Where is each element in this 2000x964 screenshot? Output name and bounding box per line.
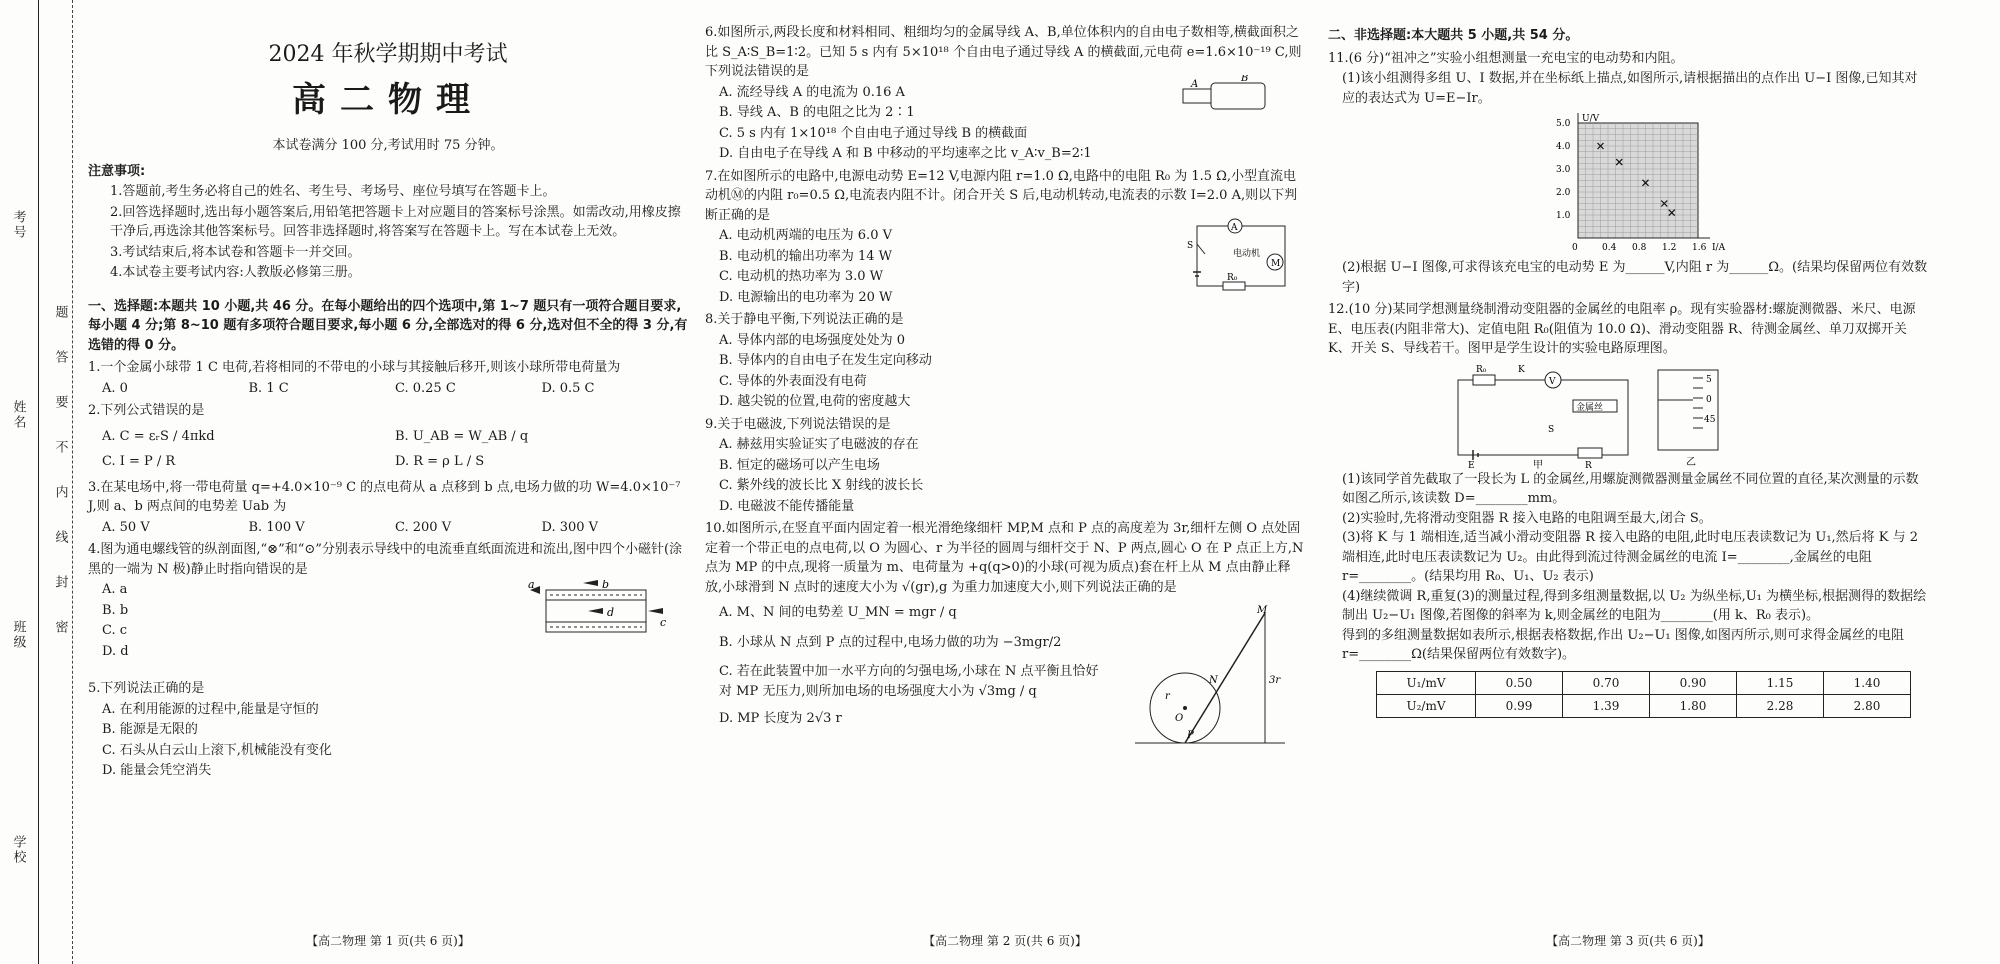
q8-stem: 8.关于静电平衡,下列说法正确的是 bbox=[705, 312, 904, 327]
q2-options bbox=[88, 427, 688, 447]
option: C. I = P / R bbox=[102, 454, 176, 469]
motor-circuit-figure bbox=[1185, 216, 1295, 296]
page-footer: 【高二物理 第 2 页(共 6 页)】 bbox=[923, 934, 1087, 948]
table-cell: 1.80 bbox=[1650, 694, 1737, 717]
label-N: N bbox=[1209, 675, 1218, 686]
table-row bbox=[1377, 671, 1911, 694]
seal-char: 不 bbox=[52, 440, 68, 453]
note-item: 4.本试卷主要考试内容:人教版必修第三册。 bbox=[110, 265, 361, 280]
note-item: 2.回答选择题时,选出每小题答案后,用铅笔把答题卡上对应题目的答案标号涂黑。如需改动,用橡皮擦干净后,再选涂其他答案标号。回答非选择题时,将答案写在答题卡上。写在本试卷上无效。 bbox=[110, 204, 681, 239]
wire-sample-label: 金属丝 bbox=[1576, 402, 1604, 413]
label-3r: 3r bbox=[1269, 675, 1281, 686]
label-B: B bbox=[1241, 74, 1249, 84]
option: B. b bbox=[102, 602, 129, 618]
q3-stem: 3.在某电场中,将一带电荷量 q=+4.0×10⁻⁹ C 的点电荷从 a 点移到 b 点,电场力做的功 W=4.0×10⁻⁷ J,则 a、b 两点间的电势差 Uab 为 bbox=[88, 479, 681, 514]
y-tick-label: 1.0 bbox=[1556, 211, 1571, 221]
rod-figure bbox=[1125, 603, 1295, 753]
q11-part1: (1)该小组测得多组 U、I 数据,并在坐标纸上描点,如图所示,请根据描出的点作出 U−I 图像,已知其对应的表达式为 U=E−Ir。 bbox=[1342, 71, 1918, 106]
exam-title: 2024 年秋学期期中考试 bbox=[268, 42, 508, 67]
table-cell: 1.40 bbox=[1824, 671, 1911, 694]
option: A. 在利用能源的过程中,能量是守恒的 bbox=[102, 701, 319, 717]
wire-figure bbox=[1175, 75, 1275, 115]
wire-a bbox=[1183, 89, 1211, 103]
switch-icon bbox=[1197, 244, 1205, 254]
q10-stem: 10.如图所示,在竖直平面内固定着一根光滑绝缘细杆 MP,M 点和 P 点的高度差为 3r,细杆左侧 O 点处固定着一个带正电的点电荷,以 O 为圆心、r 为半径的圆周与细杆交于 N、P 两点,圆心 O 在 P 点正上方,N 点为 MP 的中点,现将一质量为 m、电荷量为 +q(q>0)的小球(可视为质点)套在杆上从 M 点由静止释放,小球滑到 N 点时的速度大小为 √(gr),g 为重力加速度大小,则下列说法正确的是 bbox=[705, 521, 1304, 595]
label-M: M bbox=[1257, 605, 1268, 616]
label-d: d bbox=[607, 606, 615, 619]
x-tick-label: 1.2 bbox=[1662, 243, 1677, 253]
option: C. 0.25 C bbox=[395, 380, 456, 396]
option: B. U_AB = W_AB / q bbox=[395, 428, 529, 444]
option: A. a bbox=[102, 582, 128, 597]
option: B. 电动机的输出功率为 14 W bbox=[719, 248, 892, 264]
solenoid-figure bbox=[528, 580, 668, 650]
table-row bbox=[1377, 694, 1911, 717]
resistor-icon bbox=[1223, 282, 1245, 290]
q12-part5: 得到的多组测量数据如表所示,根据表格数据,作出 U₂−U₁ 图像,如图丙所示,则可求得金属丝的电阻 r=________Ω(结果保留两位有效数字)。 bbox=[1342, 627, 1905, 662]
option: B. 能源是无限的 bbox=[102, 722, 198, 737]
option: B. 导体内的自由电子在发生定向移动 bbox=[719, 353, 932, 368]
q11-part2: (2)根据 U−I 图像,可求得该充电宝的电动势 E 为______V,内阻 r 为______Ω。(结果均保留两位有效数字) bbox=[1342, 260, 1928, 295]
option: D. R = ρ L / S bbox=[395, 454, 485, 469]
motor-label: 电动机 bbox=[1233, 249, 1261, 259]
resistor-label: R₀ bbox=[1227, 273, 1238, 283]
option: B. 1 C bbox=[248, 380, 289, 396]
q7-block bbox=[705, 223, 1305, 307]
label-P: P bbox=[1187, 730, 1194, 741]
seal-char: 密 bbox=[52, 620, 68, 633]
option: B. 导线 A、B 的电阻之比为 2∶1 bbox=[719, 105, 915, 120]
option: D. 电源输出的电功率为 20 W bbox=[719, 289, 893, 305]
q12-part2: (2)实验时,先将滑动变阻器 R 接入电路的电阻调至最大,闭合 S。 bbox=[1342, 510, 1712, 526]
q12-part1: (1)该同学首先截取了一段长为 L 的金属丝,用螺旋测微器测量金属丝不同位置的直径,某次测量的示数如图乙所示,该读数 D=________mm。 bbox=[1342, 471, 1919, 506]
charge-dot bbox=[1183, 706, 1187, 710]
exam-info: 本试卷满分 100 分,考试用时 75 分钟。 bbox=[272, 138, 504, 153]
option: B. 小球从 N 点到 P 点的过程中,电场力做的功为 −3mgr/2 bbox=[719, 634, 1062, 650]
binding-margin bbox=[0, 0, 70, 964]
y-tick-label: 2.0 bbox=[1556, 188, 1571, 198]
rheostat-icon bbox=[1578, 448, 1602, 458]
option: A. C = εᵣS / 4πkd bbox=[102, 428, 215, 444]
voltmeter-label: V bbox=[1549, 376, 1556, 387]
seal-char: 内 bbox=[52, 485, 68, 498]
option: D. 能量会凭空消失 bbox=[102, 763, 212, 778]
option: D. 300 V bbox=[541, 519, 599, 535]
q12-stem: 12.(10 分)某同学想测量绕制滑动变阻器的金属丝的电阻率 ρ。现有实验器材:螺旋测微器、米尺、电源 E、电压表(内阻非常大)、定值电阻 R₀(阻值为 10.0 Ω)、滑动变阻器 R、待测金属丝、单刀双掷开关 K、开关 S、导线若干。图甲是学生设计的实验电路原理图。 bbox=[1328, 302, 1916, 356]
y-tick-label: 5.0 bbox=[1556, 119, 1571, 129]
x-tick-label: 0.4 bbox=[1602, 243, 1617, 253]
label-c: c bbox=[660, 616, 667, 629]
seal-char: 封 bbox=[52, 575, 68, 588]
rod-line bbox=[1185, 613, 1265, 743]
table-cell: 2.80 bbox=[1824, 694, 1911, 717]
option: A. 电动机两端的电压为 6.0 V bbox=[719, 228, 892, 243]
chart-group bbox=[1556, 113, 1726, 253]
battery-label: E bbox=[1468, 460, 1475, 470]
r0-icon bbox=[1473, 375, 1495, 385]
q12-figures bbox=[1328, 360, 1928, 470]
q7-stem: 7.在如图所示的电路中,电源电动势 E=12 V,电源内阻 r=1.0 Ω,电路中的电阻 R₀ 为 1.5 Ω,小型直流电动机Ⓜ的内阻 r₀=0.5 Ω,电流表内阻不计。闭合开关 S 后,电动机转动,电流表的示数 I=2.0 A,则以下判断正确的是 bbox=[705, 168, 1298, 223]
option: B. 100 V bbox=[248, 519, 305, 535]
page-3 bbox=[1328, 20, 1928, 950]
option: D. 电磁波不能传播能量 bbox=[719, 498, 855, 514]
option: D. MP 长度为 2√3 r bbox=[719, 711, 842, 726]
option: D. 自由电子在导线 A 和 B 中移动的平均速率之比 v_A∶v_B=2∶1 bbox=[719, 146, 1092, 161]
seal-char: 要 bbox=[52, 395, 68, 408]
exam-number-label: 考号 bbox=[10, 210, 26, 240]
seal-char: 题 bbox=[52, 305, 68, 318]
q2-stem: 2.下列公式错误的是 bbox=[88, 403, 205, 418]
label-A: A bbox=[1191, 78, 1199, 90]
q9-stem: 9.关于电磁波,下列说法错误的是 bbox=[705, 416, 891, 432]
label-r: r bbox=[1165, 691, 1170, 702]
table-header: U₂/mV bbox=[1377, 694, 1476, 717]
k-label: K bbox=[1518, 364, 1525, 375]
page-footer: 【高二物理 第 3 页(共 6 页)】 bbox=[1546, 934, 1710, 948]
table-cell: 1.39 bbox=[1563, 694, 1650, 717]
seal-char: 答 bbox=[52, 350, 68, 363]
option: A. 赫兹用实验证实了电磁波的存在 bbox=[719, 437, 919, 452]
ui-chart bbox=[1328, 108, 1928, 258]
wire-b bbox=[1211, 83, 1265, 109]
section-2-heading: 二、非选择题:本大题共 5 小题,共 54 分。 bbox=[1328, 28, 1579, 43]
option: A. 流经导线 A 的电流为 0.16 A bbox=[719, 84, 905, 100]
motor-symbol: M bbox=[1271, 259, 1281, 269]
page-footer: 【高二物理 第 1 页(共 6 页)】 bbox=[306, 934, 470, 948]
table-header: U₁/mV bbox=[1377, 671, 1476, 694]
y-tick-label: 4.0 bbox=[1556, 142, 1571, 152]
r0-label: R₀ bbox=[1476, 364, 1487, 375]
q12-part3: (3)将 K 与 1 端相连,适当减小滑动变阻器 R 接入电路的电阻,此时电压表读数记为 U₁,然后将 K 与 2 端相连,此时电压表读数记为 U₂。由此得到流过待测金属丝的电流 I=________,金属丝的电阻 r=________。(结果均用 R₀、U₁、U₂ 表示) bbox=[1342, 530, 1919, 584]
q2-options bbox=[88, 452, 688, 472]
option: A. 导体内部的电场强度处处为 0 bbox=[719, 332, 906, 348]
q6-block bbox=[705, 74, 1305, 164]
x-axis-label: I/A bbox=[1712, 243, 1726, 253]
rheostat-label: R bbox=[1585, 460, 1592, 470]
option: C. 若在此装置中加一水平方向的匀强电场,小球在 N 点平衡且恰好对 MP 无压力,则所加电场的电场强度大小为 √3mg / q bbox=[719, 664, 1099, 699]
class-label: 班级 bbox=[10, 620, 26, 650]
table-cell: 0.50 bbox=[1476, 671, 1563, 694]
label-O: O bbox=[1175, 713, 1184, 724]
margin-line bbox=[38, 0, 39, 964]
option: C. 石头从白云山上滚下,机械能没有变化 bbox=[102, 742, 332, 758]
q1-stem: 1.一个金属小球带 1 C 电荷,若将相同的不带电的小球与其接触后移开,则该小球所带电荷量为 bbox=[88, 360, 621, 375]
fig-jia-label: 甲 bbox=[1533, 459, 1543, 470]
name-label: 姓名 bbox=[10, 400, 26, 430]
table-cell: 2.28 bbox=[1737, 694, 1824, 717]
q4-block bbox=[88, 580, 688, 676]
note-item: 3.考试结束后,将本试卷和答题卡一并交回。 bbox=[110, 244, 361, 260]
ammeter-label: A bbox=[1231, 223, 1238, 233]
needle-d bbox=[588, 608, 603, 614]
table-cell: 1.15 bbox=[1737, 671, 1824, 694]
tick-45: 45 bbox=[1704, 414, 1716, 425]
option: C. 200 V bbox=[395, 519, 452, 535]
micrometer-ticks bbox=[1693, 378, 1703, 428]
s-label: S bbox=[1548, 424, 1555, 435]
q5-stem: 5.下列说法正确的是 bbox=[88, 681, 205, 696]
switch-label: S bbox=[1187, 241, 1194, 251]
data-table bbox=[1376, 671, 1911, 718]
notes-heading: 注意事项: bbox=[88, 163, 146, 179]
option: C. 电动机的热功率为 3.0 W bbox=[719, 269, 884, 284]
q12-part4: (4)继续微调 R,重复(3)的测量过程,得到多组测量数据,以 U₂ 为纵坐标,U₁ 为横坐标,根据测得的数据绘制出 U₂−U₁ 图像,若图像的斜率为 k,则金属丝的电阻为________(用 k、R₀ 表示)。 bbox=[1342, 588, 1927, 623]
option: C. 5 s 内有 1×10¹⁸ 个自由电子通过导线 B 的横截面 bbox=[719, 125, 1028, 141]
option: D. 越尖锐的位置,电荷的密度越大 bbox=[719, 394, 911, 409]
option: C. c bbox=[102, 623, 128, 638]
table-cell: 0.70 bbox=[1563, 671, 1650, 694]
page-1 bbox=[88, 20, 688, 950]
option: B. 恒定的磁场可以产生电场 bbox=[719, 457, 880, 473]
table-cell: 0.99 bbox=[1476, 694, 1563, 717]
needle-c bbox=[648, 608, 663, 614]
fig-yi-label: 乙 bbox=[1686, 456, 1696, 468]
page-2 bbox=[705, 20, 1305, 950]
needle-b bbox=[583, 580, 598, 586]
seal-line bbox=[72, 0, 73, 964]
q1-options bbox=[88, 379, 688, 399]
school-label: 学校 bbox=[10, 835, 26, 865]
tick-5: 5 bbox=[1706, 374, 1712, 385]
q10-block bbox=[705, 603, 1305, 741]
subject-title: 高二物理 bbox=[292, 80, 484, 120]
q11-stem: 11.(6 分)“祖冲之”实验小组想测量一充电宝的电动势和内阻。 bbox=[1328, 50, 1684, 66]
x-tick-label: 0 bbox=[1572, 243, 1578, 253]
option: A. 50 V bbox=[102, 519, 150, 535]
tick-0: 0 bbox=[1706, 394, 1712, 405]
q3-options bbox=[88, 518, 688, 538]
option: D. d bbox=[102, 643, 129, 659]
label-b: b bbox=[602, 580, 610, 591]
x-tick-label: 0.8 bbox=[1632, 243, 1647, 253]
q6-stem: 6.如图所示,两段长度和材料相同、粗细均匀的金属导线 A、B,单位体积内的自由电子数相等,横截面积之比 S_A∶S_B=1∶2。已知 5 s 内有 5×10¹⁸ 个自由电子通过导线 A 的横截面,元电荷 e=1.6×10⁻¹⁹ C,则下列说法错误的是 bbox=[705, 25, 1302, 79]
y-axis-label: U/V bbox=[1582, 114, 1600, 124]
q4-stem: 4.图为通电螺线管的纵剖面图,“⊗”和“⊙”分别表示导线中的电流垂直纸面流进和流出,图中四个小磁针(涂黑的一端为 N 极)静止时指向错误的是 bbox=[88, 542, 683, 577]
y-tick-label: 3.0 bbox=[1556, 165, 1571, 175]
x-tick-label: 1.6 bbox=[1692, 243, 1707, 253]
option: A. M、N 间的电势差 U_MN = mgr / q bbox=[719, 605, 957, 620]
section-1-heading: 一、选择题:本题共 10 小题,共 46 分。在每小题给出的四个选项中,第 1~7 题只有一项符合题目要求,每小题 4 分;第 8~10 题有多项符合题目要求,每小题 6 分,全部选对的得 6 分,选对但不全的得 3 分,有选错的得 0 分。 bbox=[88, 298, 688, 353]
option: C. 紫外线的波长比 X 射线的波长长 bbox=[719, 478, 924, 493]
option: C. 导体的外表面没有电荷 bbox=[719, 373, 867, 389]
note-item: 1.答题前,考生务必将自己的姓名、考生号、考场号、座位号填写在答题卡上。 bbox=[110, 184, 556, 199]
table-cell: 0.90 bbox=[1650, 671, 1737, 694]
option: D. 0.5 C bbox=[541, 380, 595, 396]
option: A. 0 bbox=[102, 380, 128, 396]
seal-char: 线 bbox=[52, 530, 68, 543]
circuit-wire bbox=[1458, 380, 1628, 455]
label-a: a bbox=[528, 580, 535, 591]
